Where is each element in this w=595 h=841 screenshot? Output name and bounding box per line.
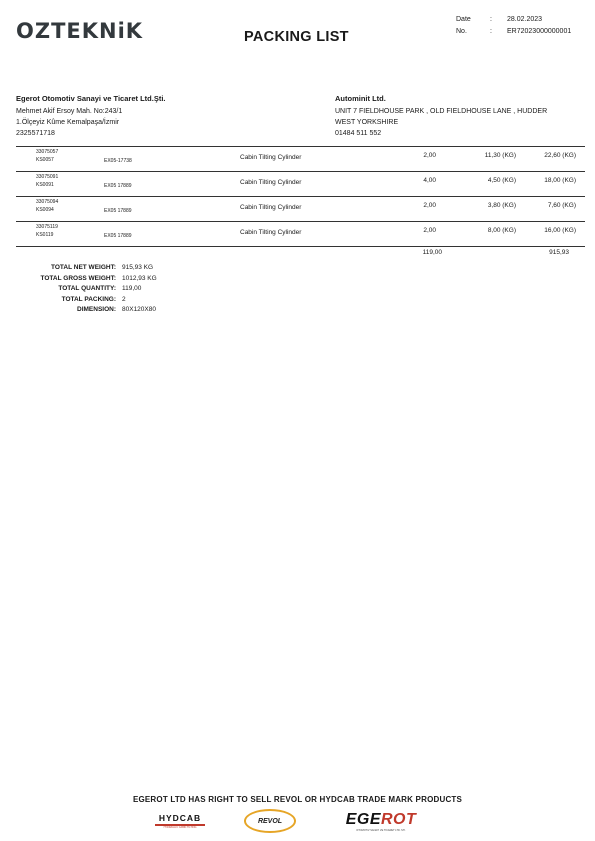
summary-value: 1012,93 KG (122, 274, 157, 282)
summary-row (16, 275, 157, 286)
revol-logo-text: REVOL (257, 817, 283, 825)
item-quantity: 2,00 (423, 202, 436, 209)
hydcab-logo-text: HYDCAB (158, 813, 202, 823)
summary-block (16, 264, 157, 317)
seller-address-line-2: 1.Ölçeyiz Kûme Kemalpaşa/İzmir (16, 119, 120, 126)
egerot-logo-text-b: ROT (381, 810, 417, 828)
item-unit-weight: 3,80 (KG) (487, 202, 516, 209)
summary-value: 80X120X80 (122, 306, 156, 313)
item-ref: KS0119 (36, 232, 54, 238)
buyer-name: Autominit Ltd. (335, 94, 386, 103)
summary-value: 915,93 KG (122, 264, 154, 271)
summary-label: TOTAL QUANTITY: (58, 285, 116, 292)
date-value: 28.02.2023 (507, 16, 543, 23)
item-ref: KS0057 (36, 157, 54, 163)
item-quantity: 4,00 (423, 177, 436, 184)
item-part-number: EX05 17889 (104, 183, 132, 189)
number-value: ER72023000000001 (507, 28, 572, 35)
egerot-logo-text-a: EGE (345, 810, 381, 828)
item-code: 33075091 (36, 174, 59, 180)
buyer-address-line-2: WEST YORKSHIRE (335, 119, 399, 126)
summary-label: DIMENSION: (77, 306, 116, 313)
revol-logo (244, 810, 296, 832)
date-colon: : (490, 16, 492, 23)
document-title: PACKING LIST (244, 29, 349, 45)
total-weight-cell: 915,93 (549, 249, 569, 256)
seller-address-line-1: Mehmet Akif Ersoy Mah. No:243/1 (16, 108, 123, 115)
date-label: Date (456, 16, 471, 23)
buyer-block (335, 93, 585, 139)
item-total-weight: 22,60 (KG) (544, 152, 576, 159)
item-total-weight: 7,60 (KG) (547, 202, 576, 209)
seller-block (16, 93, 316, 139)
summary-row (16, 285, 157, 296)
summary-label: TOTAL NET WEIGHT: (51, 264, 116, 271)
company-logo: OZTEKNiK (16, 19, 144, 43)
summary-row (16, 296, 157, 307)
table-row (16, 197, 585, 222)
revol-logo-oval (244, 809, 296, 833)
hydcab-logo (150, 810, 210, 832)
egerot-logo (336, 810, 426, 832)
item-code: 33075094 (36, 199, 59, 205)
item-part-number: EX05-17738 (104, 158, 132, 164)
seller-name: Egerot Otomotiv Sanayi ve Ticaret Ltd.Şti. (16, 94, 166, 103)
summary-label: TOTAL PACKING: (61, 295, 116, 303)
buyer-address-line-1: UNIT 7 FIELDHOUSE PARK , OLD FIELDHOUSE LANE , HUDDER (335, 108, 548, 115)
item-unit-weight: 4,50 (KG) (487, 177, 516, 184)
item-part-number: EX05 17889 (104, 208, 132, 214)
item-description: Cabin Tilting Cylinder (240, 179, 302, 186)
item-quantity: 2,00 (423, 152, 436, 159)
item-unit-weight: 11,30 (KG) (484, 152, 516, 159)
egerot-logo-subtext: OTOMOTIV SANAYI VE TICARET LTD. STI. (356, 828, 406, 832)
table-totals-row (16, 247, 585, 261)
summary-label: TOTAL GROSS WEIGHT: (40, 274, 116, 282)
number-label: No. (456, 28, 467, 35)
item-ref: KS0094 (36, 207, 54, 213)
item-code: 33075119 (36, 224, 58, 230)
table-row (16, 222, 585, 247)
item-description: Cabin Tilting Cylinder (240, 154, 302, 161)
number-colon: : (490, 28, 492, 35)
item-part-number: EX05 17889 (104, 233, 132, 239)
summary-row (16, 306, 157, 317)
item-description: Cabin Tilting Cylinder (240, 204, 302, 211)
item-description: Cabin Tilting Cylinder (240, 229, 302, 236)
buyer-phone: 01484 511 552 (335, 130, 382, 137)
summary-value: 2 (122, 295, 126, 303)
item-code: 33075057 (36, 149, 59, 155)
seller-phone: 2325571718 (16, 130, 55, 137)
item-ref: KS0091 (36, 182, 54, 188)
item-quantity: 2,00 (423, 227, 436, 234)
table-row (16, 172, 585, 197)
total-quantity-cell: 119,00 (422, 249, 442, 256)
table-row (16, 146, 585, 172)
summary-row (16, 264, 157, 275)
item-total-weight: 18,00 (KG) (544, 177, 576, 184)
item-unit-weight: 8,00 (KG) (487, 227, 516, 234)
item-total-weight: 16,00 (KG) (544, 227, 576, 234)
egerot-logo-text (346, 811, 417, 829)
hydcab-logo-subtext: HYDRAULIC CABIN TILTING (163, 826, 197, 829)
footer-trademark-note: EGEROT LTD HAS RIGHT TO SELL REVOL OR HYDCAB TRADE MARK PRODUCTS (132, 795, 463, 804)
items-table (16, 146, 585, 261)
summary-value: 119,00 (122, 285, 142, 292)
